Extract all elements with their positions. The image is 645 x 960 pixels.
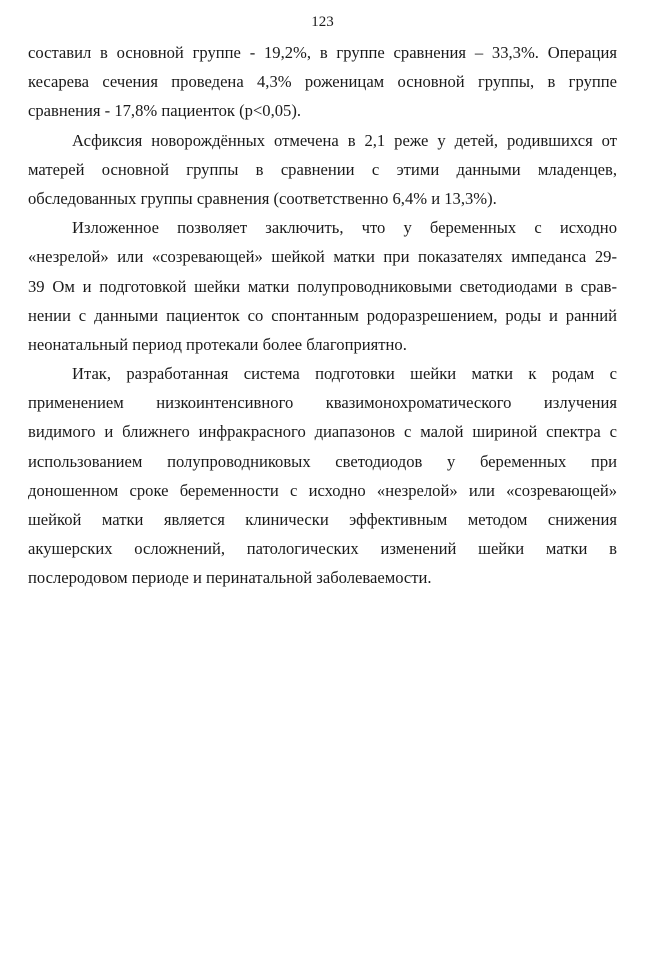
text-line: Асфиксия новорождённых отмечена в 2,1 реже у детей, родившихся от <box>72 130 617 150</box>
text-line: применением низкоинтенсивного квазимонохроматического излучения <box>28 393 617 413</box>
text-line: использованием полупроводниковых светодиодов у беременных при <box>28 451 617 471</box>
paragraph-4 <box>28 359 617 593</box>
paragraph-2 <box>28 126 617 214</box>
text-line: кесарева сечения проведена 4,3% роженицам основной группы, в группе <box>28 72 617 92</box>
text-line: послеродовом периоде и перинатальной заболеваемости. <box>28 568 432 588</box>
text-line: Итак, разработанная система подготовки шейки матки к родам с <box>72 364 617 384</box>
body-text <box>28 38 617 593</box>
text-line: «незрелой» или «созревающей» шейкой матки при показателях импеданса 29- <box>28 247 617 267</box>
text-line: акушерских осложнений, патологических изменений шейки матки в <box>28 539 617 559</box>
text-line: шейкой матки является клинически эффективным методом снижения <box>28 510 617 529</box>
paragraph-3 <box>28 213 617 359</box>
text-line: составил в основной группе - 19,2%, в группе сравнения – 33,3%. Операция <box>28 43 617 62</box>
text-line: 39 Ом и подготовкой шейки матки полупроводниковыми светодиодами в срав- <box>28 276 617 296</box>
text-line: нении с данными пациенток со спонтанным родоразрешением, роды и ранний <box>28 305 617 325</box>
text-line: неонатальный период протекали более благоприятно. <box>28 334 407 354</box>
page-number: 123 <box>311 14 334 30</box>
text-line: матерей основной группы в сравнении с этими данными младенцев, <box>28 159 617 179</box>
paragraph-1 <box>28 38 617 126</box>
text-line: видимого и ближнего инфракрасного диапазонов с малой шириной спектра с <box>28 422 617 442</box>
text-line: обследованных группы сравнения (соответственно 6,4% и 13,3%). <box>28 188 497 208</box>
text-line: Изложенное позволяет заключить, что у беременных с исходно <box>72 218 617 238</box>
text-line: доношенном сроке беременности с исходно «незрелой» или «созревающей» <box>28 480 617 500</box>
text-line: сравнения - 17,8% пациенток (p<0,05). <box>28 101 302 121</box>
